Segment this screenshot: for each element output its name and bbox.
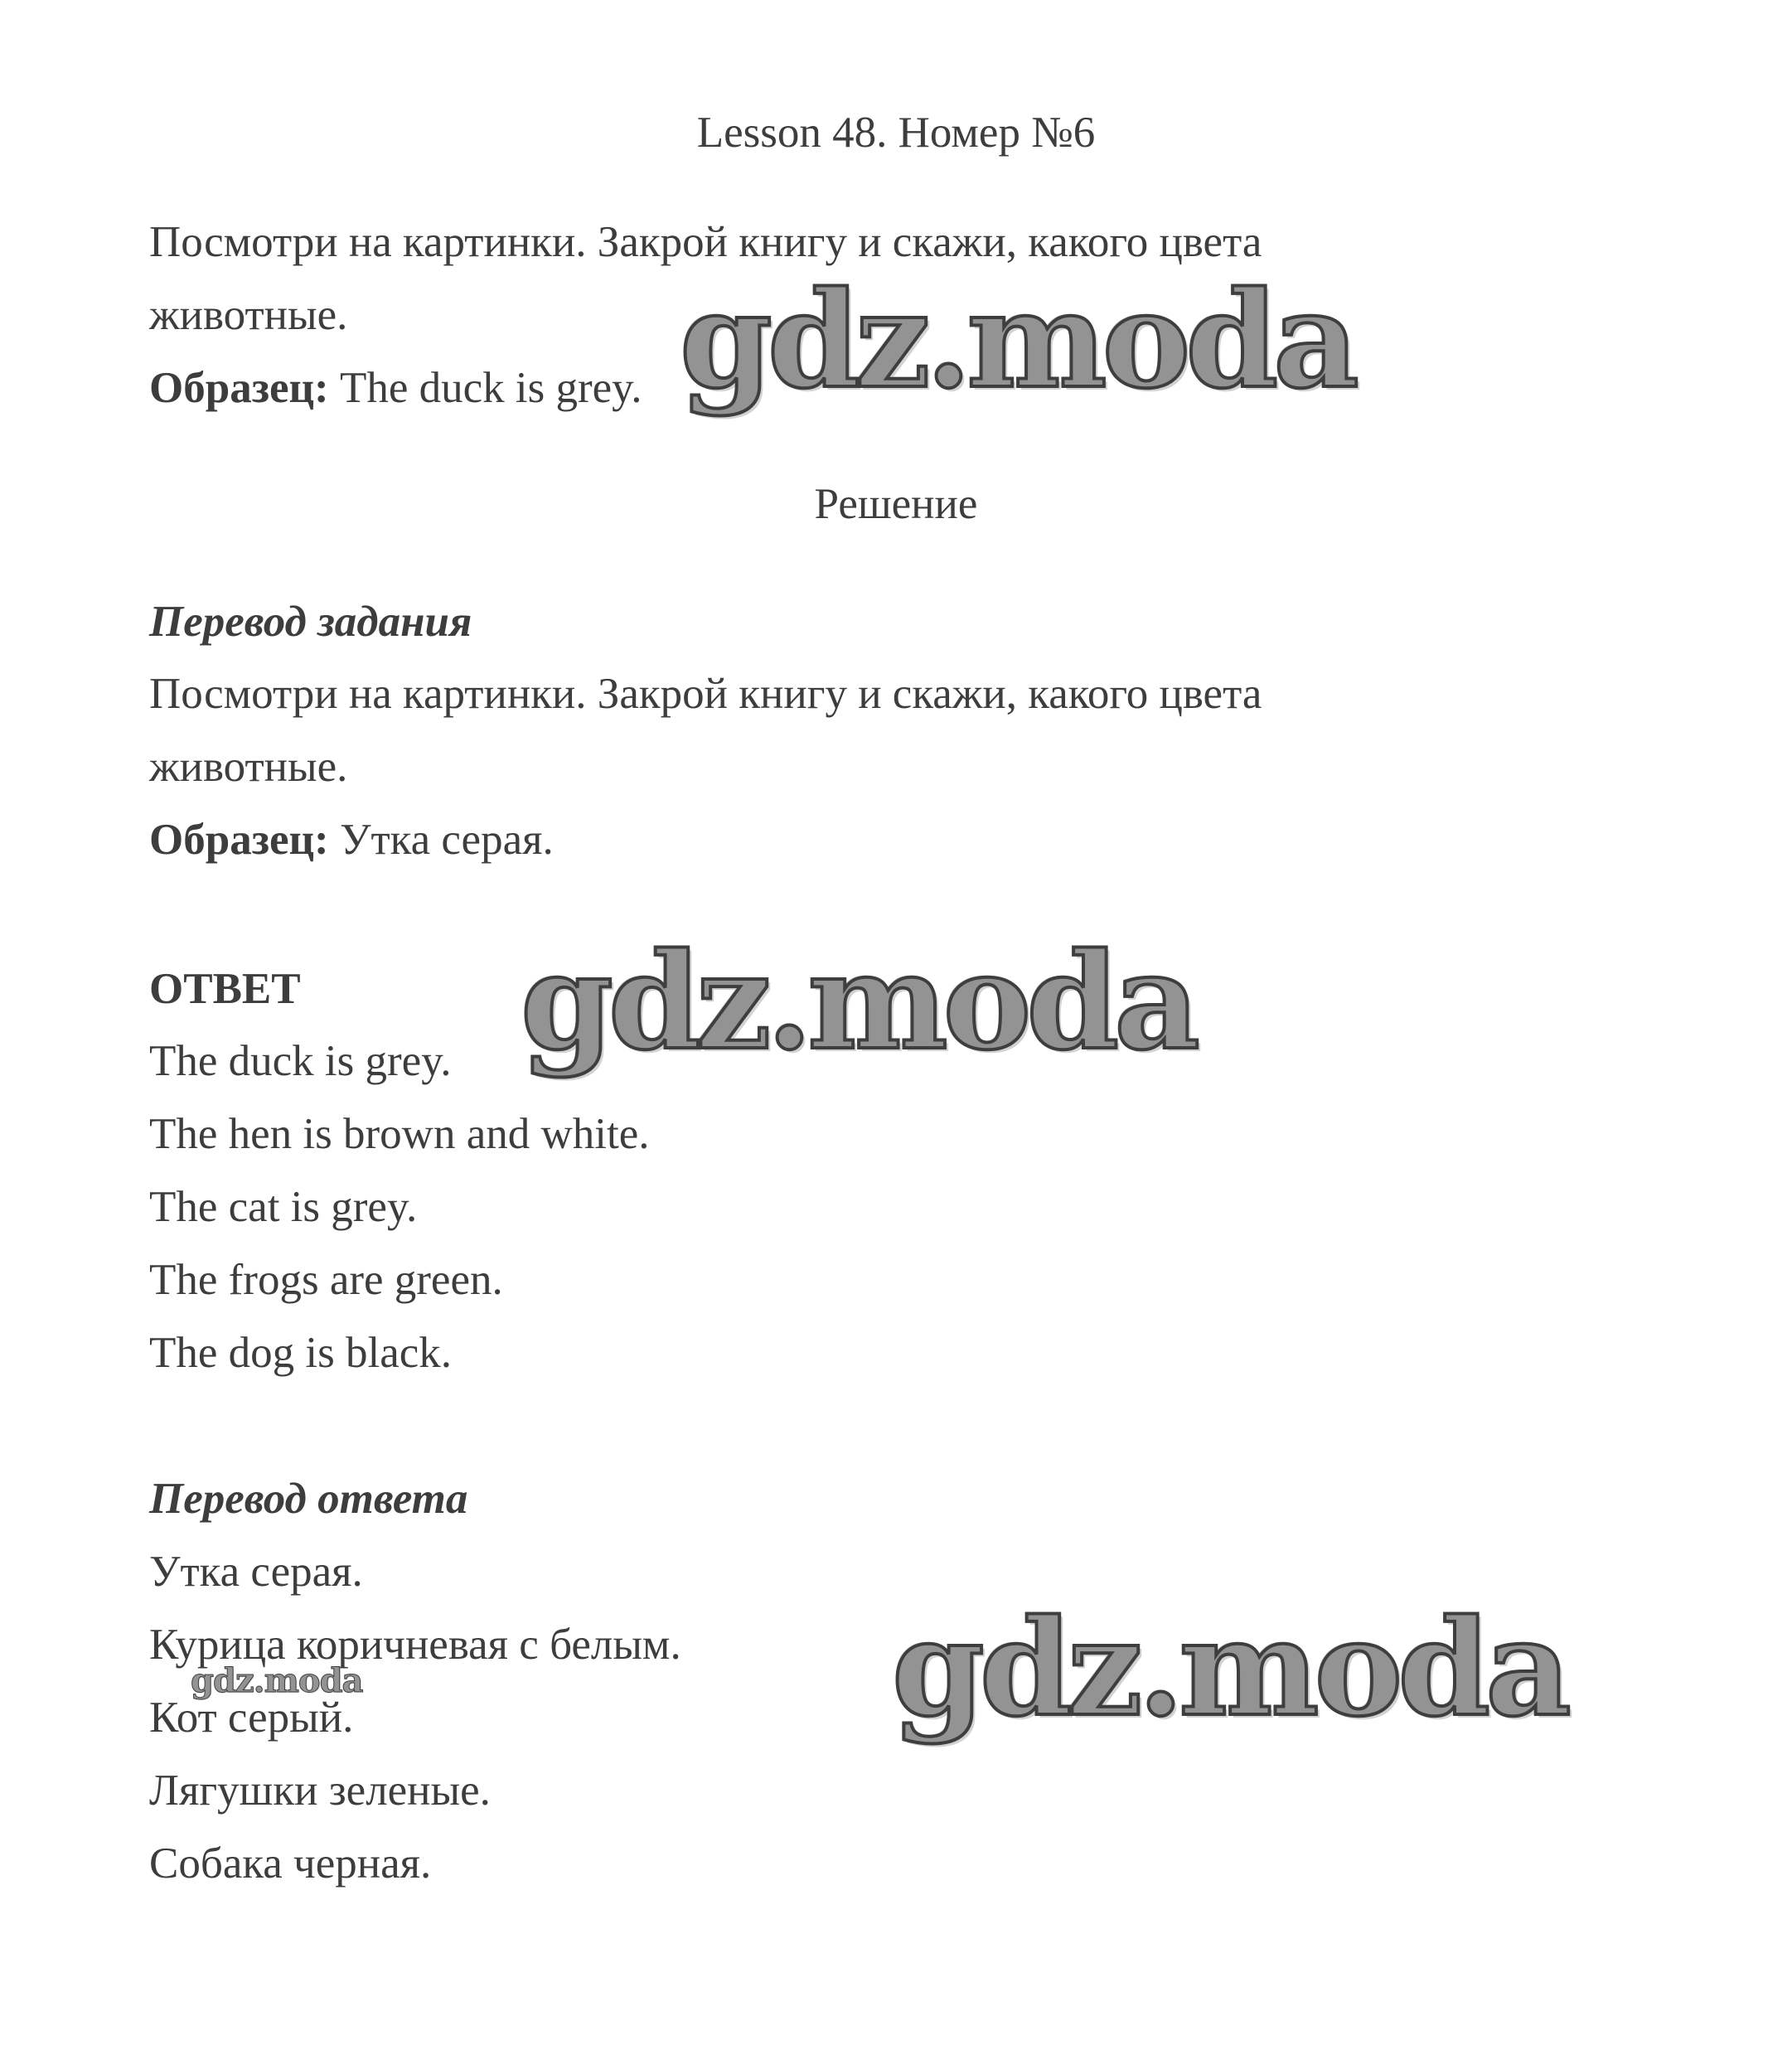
page-title: Lesson 48. Номер №6 [696, 109, 1096, 157]
answer-line: The frogs are green. [149, 1256, 503, 1304]
answer-translation-line: Собака черная. [149, 1839, 432, 1888]
task-line-1: Посмотри на картинки. Закрой книгу и скажи, какого цвета [149, 218, 1262, 266]
answer-translation-line: Кот серый. [149, 1694, 354, 1742]
answer-line: The cat is grey. [149, 1183, 418, 1231]
solution-heading: Решение [814, 480, 978, 528]
answer-line: The duck is grey. [149, 1037, 452, 1085]
task-example [149, 363, 642, 413]
watermark-logo: gdz.moda [521, 923, 1195, 1079]
answer-heading: ОТВЕТ [149, 965, 301, 1013]
task-translation-example [149, 815, 554, 865]
example-text: The duck is grey. [328, 364, 642, 412]
task-translation-heading: Перевод задания [149, 598, 472, 646]
answer-translation-line: Лягушки зеленые. [149, 1766, 491, 1815]
answer-translation-heading: Перевод ответа [149, 1475, 468, 1523]
watermark-logo: gdz.moda [892, 1590, 1567, 1746]
watermark-logo-small: gdz.moda [191, 1661, 363, 1700]
answer-line: The dog is black. [149, 1329, 453, 1377]
answer-translation-line: Курица коричневая с белым. [149, 1621, 681, 1669]
answer-line: The hen is brown and white. [149, 1110, 650, 1158]
task-translation-line-2: животные. [149, 743, 348, 791]
watermark-logo: gdz.moda [680, 262, 1354, 418]
task-translation-line-1: Посмотри на картинки. Закрой книгу и скажи, какого цвета [149, 670, 1262, 718]
answer-translation-line: Утка серая. [149, 1548, 363, 1596]
task-line-2: животные. [149, 291, 348, 339]
example-label: Образец: [149, 364, 329, 412]
translation-example-text: Утка серая. [328, 816, 554, 864]
translation-example-label: Образец: [149, 816, 329, 864]
